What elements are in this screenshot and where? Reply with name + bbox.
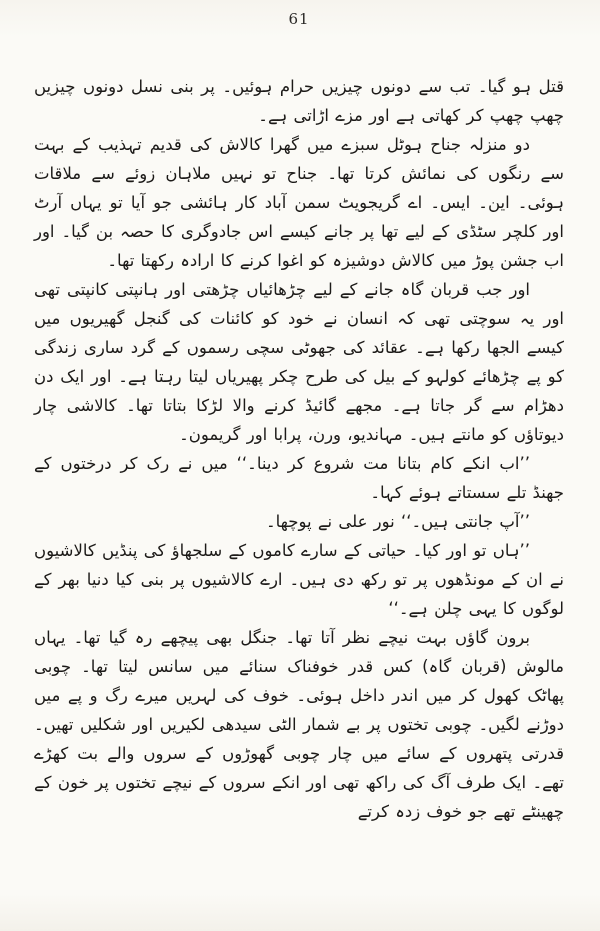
paragraph: دو منزلہ جناح ہوٹل سبزے میں گھرا کالاش کی قدیم تہذیب کے بہت سے رنگوں کی نمائش کرتا تھا۔ جناح تو نہیں ملاہان زوئے سے ملاقات ہوئی۔ این۔ ایس۔ اے گریجویٹ سمن آباد کار ہائشی جو آیا تو یہاں آرٹ اور کلچر سٹڈی کے لیے تھا پر جانے کیسے اس جادوگری کا حصہ بن گیا۔ اور اب جشن پوڑ میں کالاش دوشیزہ کو اغوا کرنے کا ارادہ رکھتا تھا۔ <box>34 135 564 270</box>
paragraph: ’’آپ جانتی ہیں۔‘‘ نور علی نے پوچھا۔ <box>265 512 530 531</box>
text-body <box>34 72 564 826</box>
paragraph: قتل ہو گیا۔ تب سے دونوں چیزیں حرام ہوئیں۔ پر بنی نسل دونوں چیزیں چھپ چھپ کر کھاتی ہے اور مزے اڑاتی ہے۔ <box>34 77 564 125</box>
page-number: 61 <box>288 10 310 28</box>
paragraph: ’’ہاں تو اور کیا۔ حیاتی کے سارے کاموں کے سلجھاؤ کی پنڈیں کالاشیوں نے ان کے مونڈھوں پر تو رکھ دی ہیں۔ ارے کالاشیوں پر بنی کیا دنیا بھر کے لوگوں کا یہی چلن ہے۔‘‘ <box>34 541 564 618</box>
paragraph: اور جب قربان گاہ جانے کے لیے چڑھائیاں چڑھتی اور ہانپتی کانپتی تھی اور یہ سوچتی تھی کہ انسان نے خود کو کائنات کی گنجل گھیریوں میں کیسے الجھا رکھا ہے۔ عقائد کی جھوٹی سچی رسموں کے گرد ساری زندگی کو پے چڑھائے کولہو کے بیل کی طرح چکر پھیریاں لیتا رہتا ہے۔ اور ایک دن دھڑام سے گر جاتا ہے۔ مجھے گائیڈ کرنے والا لڑکا بتاتا تھا۔ کالاشی چار دیوتاؤں کو مانتے ہیں۔ مہاندیو، ورن، پرابا اور گریمون۔ <box>34 280 564 444</box>
paragraph: برون گاؤں بہت نیچے نظر آتا تھا۔ جنگل بھی پیچھے رہ گیا تھا۔ یہاں مالوش (قربان گاہ) کس قدر خوفناک سنائے میں سانس لیتا تھا۔ چوبی پھاٹک کھول کر میں اندر داخل ہوئی۔ خوف کی لہریں میرے رگ و پے میں دوڑنے لگیں۔ چوبی تختوں پر بے شمار الٹی سیدھی لکیریں اور شکلیں تھیں۔ قدرتی پتھروں کے سائے میں چار چوبی گھوڑوں کے سروں والے بت کھڑے تھے۔ ایک طرف آگ کی راکھ تھی اور انکے سروں کے نیچے تختوں پر خون کے چھینٹے تھے جو خوف زدہ کرتے <box>34 628 564 821</box>
paragraph: ’’اب انکے کام بتانا مت شروع کر دینا۔‘‘ میں نے رک کر درختوں کے جھنڈ تلے سستاتے ہوئے کہا۔ <box>34 454 564 502</box>
